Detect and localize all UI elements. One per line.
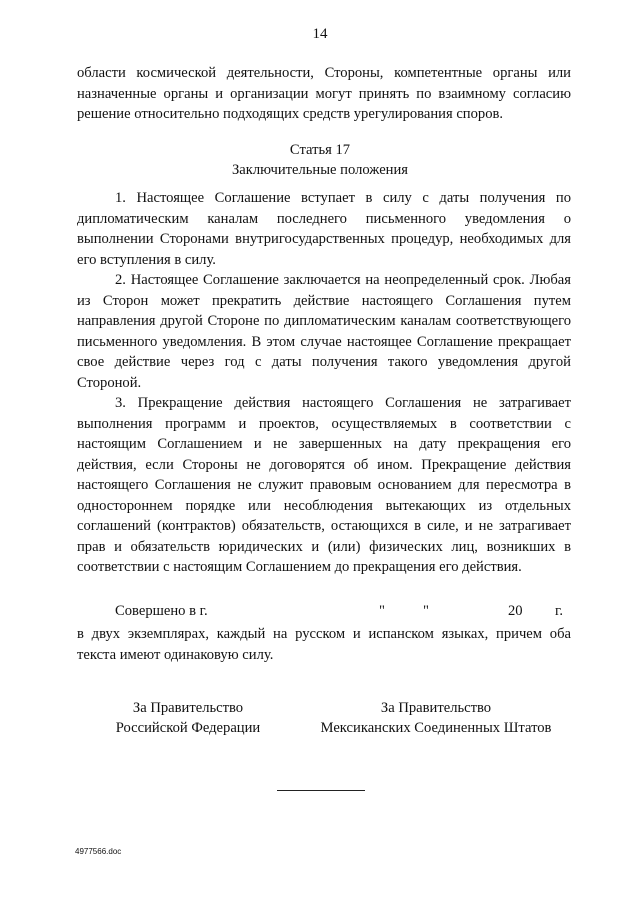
signatory-russia-line2: Российской Федерации <box>115 720 261 736</box>
article-clauses <box>77 188 571 578</box>
article-number: Статья 17 <box>289 142 351 158</box>
year-suffix: г. <box>555 603 563 619</box>
date-open-quote: " <box>379 603 385 619</box>
intro-paragraph: области космической деятельности, Стороны, компетентные органы или назначенные органы и организации могут принять по взаимному согласию решение относительно подходящих средств урегулирования споров. <box>77 65 571 122</box>
signatory-mexico-line2: Мексиканских Соединенных Штатов <box>320 720 552 736</box>
signatory-mexico <box>300 698 572 738</box>
article-title: Заключительные положения <box>231 162 409 178</box>
clause-2: 2. Настоящее Соглашение заключается на неопределенный срок. Любая из Сторон может прекратить действие настоящего Соглашения путем направления другой Стороне по дипломатическим каналам соответствующего письменного уведомления. В этом случае настоящее Соглашение прекращает свое действие через год с даты получения такого уведомления другой Стороной. <box>77 272 571 391</box>
end-of-text-rule <box>277 790 365 791</box>
signed-at-label: Совершено в г. <box>115 603 208 619</box>
signed-at-line <box>77 601 571 621</box>
date-close-quote: " <box>423 603 429 619</box>
file-name-footer: 4977566.doc <box>75 847 122 856</box>
signatory-russia <box>88 698 288 738</box>
signatory-russia-line1: За Правительство <box>132 700 244 716</box>
year-prefix: 20 <box>508 603 523 619</box>
page-number: 14 <box>312 26 328 42</box>
signatory-mexico-line1: За Правительство <box>380 700 492 716</box>
clause-3: 3. Прекращение действия настоящего Соглашения не затрагивает выполнения программ и проектов, осуществляемых в соответствии с настоящим Соглашением и не завершенных на дату прекращения его действия, если Стороны не договорятся об ином. Прекращение действия настоящего Соглашения не служит правовым основанием для пересмотра в одностороннем порядке или несоблюдения вытекающих из отдельных соглашений (контрактов) обязательств, остающихся в силе, и не затрагивает прав и обязательств юридических и (или) физических лиц, возникших в соответствии с настоящим Соглашением до прекращения его действия. <box>77 395 571 575</box>
article-heading <box>0 140 640 180</box>
copies-paragraph: в двух экземплярах, каждый на русском и испанском языках, причем оба текста имеют одинаковую силу. <box>77 626 571 663</box>
clause-1: 1. Настоящее Соглашение вступает в силу с даты получения по дипломатическим каналам последнего письменного уведомления о выполнении Сторонами внутригосударственных процедур, необходимых для его вступления в силу. <box>77 190 571 268</box>
